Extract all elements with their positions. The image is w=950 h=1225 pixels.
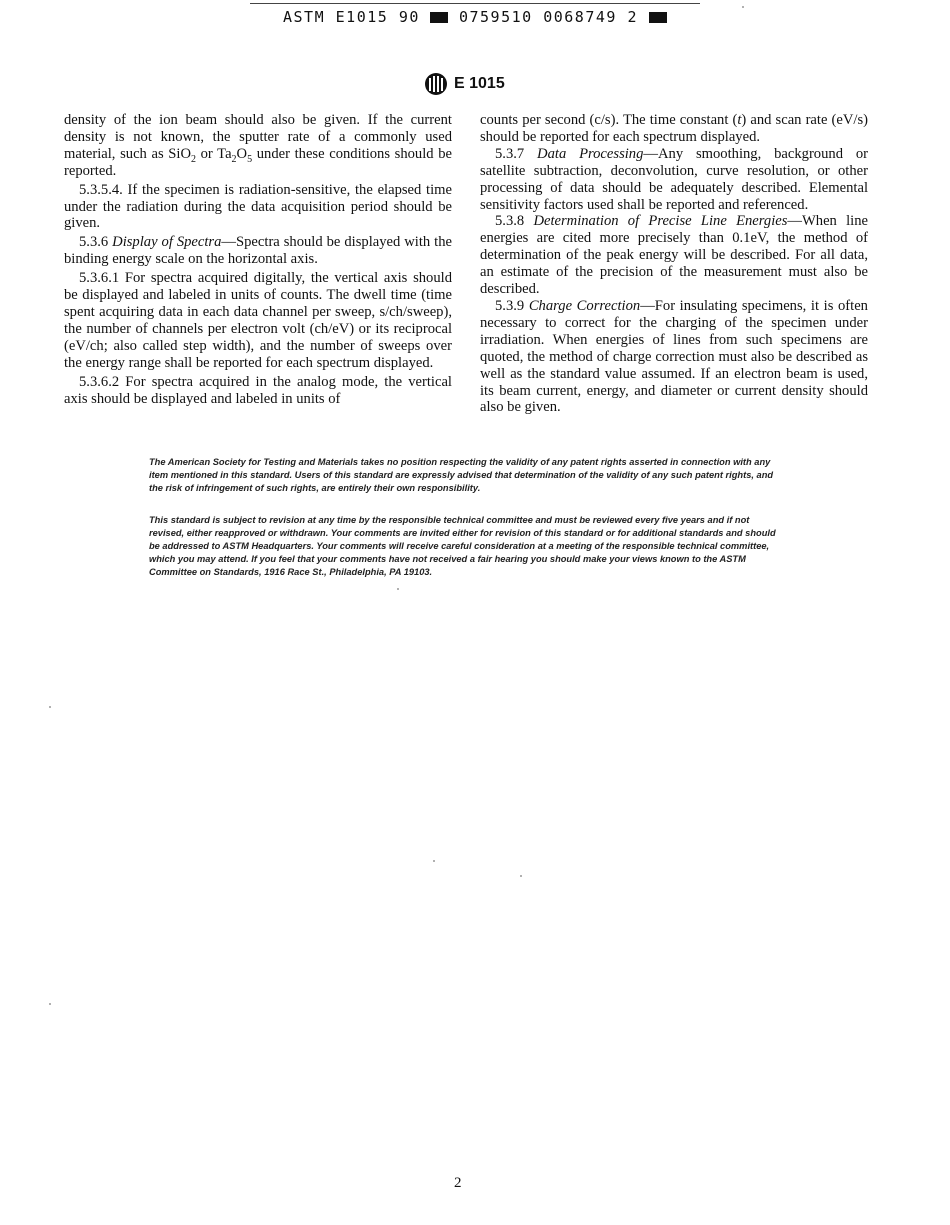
scan-top-rule bbox=[250, 3, 700, 4]
left-column bbox=[64, 112, 452, 407]
paragraph-5-3-9: 5.3.9 Charge Correction—For insulating specimens, it is often necessary to correct for the charging of the specimen under irradiation. When energies of lines from such specimens are quoted, the method of charge correction must also be described as well as the standard value assumed. If an electron beam is used, its beam current, energy, and diameter or current density should also be given. bbox=[480, 297, 868, 416]
paragraph-5-3-8: 5.3.8 Determination of Precise Line Energies—When line energies are cited more precisely than 0.1eV, the method of determination of the peak energy will be described. For all data, an estimate of the precision of the measurement must also be described. bbox=[480, 213, 868, 298]
patent-notice: The American Society for Testing and Materials takes no position respecting the validity of any patent rights asserted in connection with any item mentioned in this standard. Users of this standard are expressly advised that determination of the validity of any such patent rights, and the risk of infringement of such rights, are entirely their own responsibility. bbox=[149, 457, 774, 493]
paragraph-5-3-6-2: 5.3.6.2 For spectra acquired in the analog mode, the vertical axis should be displayed and labeled in units of bbox=[64, 373, 452, 407]
scan-speck bbox=[49, 1003, 51, 1005]
designation bbox=[424, 72, 505, 96]
black-block-mark bbox=[649, 12, 667, 23]
astm-logo-icon bbox=[424, 72, 448, 96]
section-title: Data Processing bbox=[537, 145, 644, 162]
revision-notice: This standard is subject to revision at any time by the responsible technical committee and must be reviewed every five years and if not revised, either reapproved or withdrawn. Your comments are invited either for revision of this standard or for additional standards and should be addressed to ASTM Headquarters. Your comments will receive careful consideration at a meeting of the responsible technical committee, which you may attend. If you feel that your comments have not received a fair hearing you should make your views known to the ASTM Committee on Standards, 1916 Race St., Philadelphia, PA 19103. bbox=[149, 515, 776, 577]
section-title: Charge Correction bbox=[528, 297, 641, 314]
right-column bbox=[480, 112, 868, 416]
section-title: Determination of Precise Line Energies bbox=[533, 213, 788, 230]
designation-number: E 1015 bbox=[454, 75, 505, 92]
left-paragraph-1: density of the ion beam should also be given. If the current density is not known, the sputter rate of a commonly used material, such as SiO$_2$ or $Ta_2O_5$ under these conditions should be reported. bbox=[64, 112, 452, 179]
scan-speck bbox=[397, 588, 399, 590]
right-paragraph-1: counts per second (c/s). The time constant (t) and scan rate (eV/s) should be reported for each spectrum displayed. bbox=[480, 112, 868, 145]
scan-speck bbox=[49, 706, 51, 708]
paragraph-5-3-7: 5.3.7 Data Processing—Any smoothing, background or satellite subtraction, deconvolution, curve resolution, or other processing of data should be adequately described. Elemental sensitivity factors used shall be reported and referenced. bbox=[480, 145, 869, 213]
paragraph-5-3-6-1: 5.3.6.1 For spectra acquired digitally, the vertical axis should be displayed and labeled in units of counts. The dwell time (time spent acquiring data in each data channel per sweep, s/ch/sweep), the number of channels per electron volt (ch/eV) or its reciprocal (eV/ch; also called step width), and the number of sweeps over the energy range shall be reported for each spectrum displayed. bbox=[64, 270, 452, 371]
page-number: 2 bbox=[454, 1175, 462, 1191]
black-block-mark bbox=[430, 12, 448, 23]
paragraph-5-3-5-4: 5.3.5.4. If the specimen is radiation-sensitive, the elapsed time under the radiation during the data acquisition period should be given. bbox=[64, 181, 452, 232]
scan-speck bbox=[742, 6, 744, 8]
scan-speck bbox=[520, 875, 522, 877]
scan-speck bbox=[433, 860, 435, 862]
section-title: Display of Spectra bbox=[112, 234, 222, 251]
scan-header bbox=[283, 8, 667, 26]
scan-header-prefix: ASTM E1015 90 bbox=[283, 8, 420, 26]
paragraph-5-3-6: 5.3.6 Display of Spectra—Spectra should be displayed with the binding energy scale on the horizontal axis. bbox=[64, 234, 452, 268]
scan-header-code: 0759510 0068749 2 bbox=[458, 8, 638, 26]
